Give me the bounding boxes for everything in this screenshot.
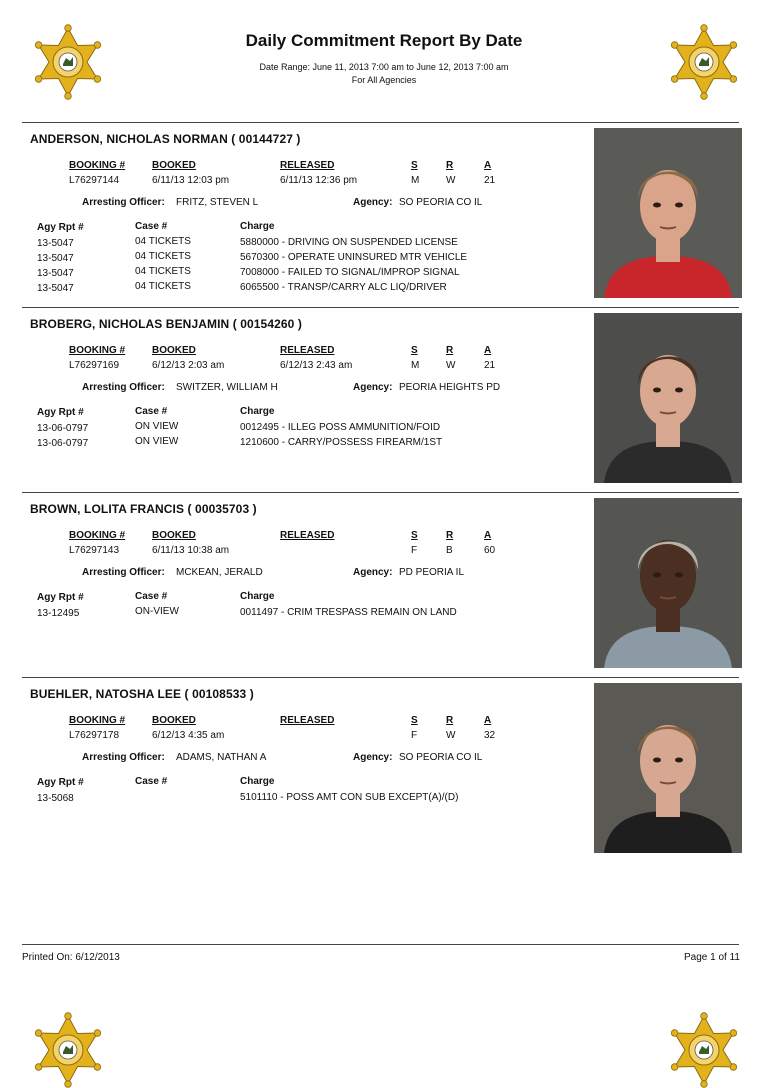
charge-description: 5670300 - OPERATE UNINSURED MTR VEHICLE (240, 252, 468, 263)
agency-name: SO PEORIA CO IL (399, 197, 483, 208)
divider (22, 492, 739, 493)
age-value: 32 (484, 730, 496, 741)
agency-label: Agency: (353, 752, 393, 763)
sex-header: S (411, 715, 418, 726)
booked-datetime: 6/11/13 12:03 pm (152, 175, 230, 186)
booked-header: BOOKED (152, 345, 196, 356)
page-number: Page 1 of 11 (684, 952, 740, 963)
race-value: W (446, 730, 456, 741)
sex-value: M (411, 175, 420, 186)
sex-header: S (411, 160, 418, 171)
booked-datetime: 6/11/13 10:38 am (152, 545, 230, 556)
charge-description: 0012495 - ILLEG POSS AMMUNITION/FOID (240, 422, 441, 433)
report-title: Daily Commitment Report By Date (245, 31, 523, 50)
arresting-officer-label: Arresting Officer: (82, 197, 165, 208)
charge-header: Charge (240, 221, 275, 232)
divider (22, 677, 739, 678)
booked-header: BOOKED (152, 160, 196, 171)
released-header: RELEASED (280, 345, 335, 356)
case-number: 04 TICKETS (135, 236, 191, 247)
case-number: 04 TICKETS (135, 266, 191, 277)
race-value: B (446, 545, 453, 556)
charge-description: 5880000 - DRIVING ON SUSPENDED LICENSE (240, 237, 458, 248)
case-number: 04 TICKETS (135, 281, 191, 292)
case-number: ON VIEW (135, 436, 179, 447)
booking-number: L76297143 (69, 545, 120, 556)
released-datetime: 6/11/13 12:36 pm (280, 175, 358, 186)
agency-label: Agency: (353, 567, 393, 578)
charge-header: Charge (240, 776, 275, 787)
booked-datetime: 6/12/13 4:35 am (152, 730, 225, 741)
agy-rpt-number: 13-06-0797 (37, 438, 89, 449)
case-header: Case # (135, 591, 168, 602)
date-range: Date Range: June 11, 2013 7:00 am to June 12, 2013 7:00 am (259, 62, 509, 72)
case-header: Case # (135, 776, 168, 787)
race-header: R (446, 345, 454, 356)
sheriff-badge-bottom-left-icon (30, 1012, 106, 1088)
arresting-officer-label: Arresting Officer: (82, 567, 165, 578)
sex-value: F (411, 545, 418, 556)
charge-header: Charge (240, 406, 275, 417)
sex-value: F (411, 730, 418, 741)
agy-rpt-number: 13-5068 (37, 793, 74, 804)
charge-description: 7008000 - FAILED TO SIGNAL/IMPROP SIGNAL (240, 267, 460, 278)
case-header: Case # (135, 406, 168, 417)
released-datetime: 6/12/13 2:43 am (280, 360, 353, 371)
agency-name: PD PEORIA IL (399, 567, 465, 578)
race-header: R (446, 530, 454, 541)
age-value: 21 (484, 175, 496, 186)
agency-scope: For All Agencies (351, 75, 417, 85)
case-number: ON-VIEW (135, 606, 179, 617)
charge-description: 5101110 - POSS AMT CON SUB EXCEPT(A)/(D) (240, 792, 459, 803)
agency-name: SO PEORIA CO IL (399, 752, 483, 763)
mugshot-photo (594, 128, 742, 298)
agency-label: Agency: (353, 382, 393, 393)
agy-rpt-number: 13-12495 (37, 608, 80, 619)
arresting-officer-label: Arresting Officer: (82, 752, 165, 763)
agy-rpt-number: 13-5047 (37, 268, 74, 279)
age-header: A (484, 530, 492, 541)
booking-header: BOOKING # (69, 160, 126, 171)
booking-header: BOOKING # (69, 345, 126, 356)
record-section (0, 124, 768, 310)
race-header: R (446, 715, 454, 726)
inmate-name: ANDERSON, NICHOLAS NORMAN ( 00144727 ) (30, 132, 301, 146)
sex-header: S (411, 345, 418, 356)
age-value: 21 (484, 360, 496, 371)
charge-description: 1210600 - CARRY/POSSESS FIREARM/1ST (240, 437, 443, 448)
arresting-officer: ADAMS, NATHAN A (176, 752, 267, 763)
booking-header: BOOKING # (69, 715, 126, 726)
booking-number: L76297144 (69, 175, 120, 186)
charge-description: 6065500 - TRANSP/CARRY ALC LIQ/DRIVER (240, 282, 447, 293)
released-header: RELEASED (280, 160, 335, 171)
booking-header: BOOKING # (69, 530, 126, 541)
case-number: ON VIEW (135, 421, 179, 432)
age-header: A (484, 715, 492, 726)
race-value: W (446, 175, 456, 186)
inmate-name: BUEHLER, NATOSHA LEE ( 00108533 ) (30, 687, 254, 701)
agy-rpt-number: 13-5047 (37, 238, 74, 249)
race-value: W (446, 360, 456, 371)
booked-datetime: 6/12/13 2:03 am (152, 360, 225, 371)
divider (22, 122, 739, 123)
race-header: R (446, 160, 454, 171)
age-header: A (484, 160, 492, 171)
agy-rpt-header: Agy Rpt # (37, 407, 84, 418)
agy-rpt-number: 13-5047 (37, 283, 74, 294)
inmate-name: BROBERG, NICHOLAS BENJAMIN ( 00154260 ) (30, 317, 302, 331)
arresting-officer: SWITZER, WILLIAM H (176, 382, 278, 393)
agy-rpt-header: Agy Rpt # (37, 777, 84, 788)
sheriff-badge-bottom-right-icon (666, 1012, 742, 1088)
mugshot-photo (594, 313, 742, 483)
agency-name: PEORIA HEIGHTS PD (399, 382, 501, 393)
sex-header: S (411, 530, 418, 541)
agy-rpt-number: 13-5047 (37, 253, 74, 264)
printed-on: Printed On: 6/12/2013 (22, 952, 120, 963)
mugshot-photo (594, 683, 742, 853)
divider (22, 944, 739, 945)
case-header: Case # (135, 221, 168, 232)
released-header: RELEASED (280, 715, 335, 726)
booked-header: BOOKED (152, 530, 196, 541)
divider (22, 307, 739, 308)
booking-number: L76297178 (69, 730, 120, 741)
case-number: 04 TICKETS (135, 251, 191, 262)
booked-header: BOOKED (152, 715, 196, 726)
charge-header: Charge (240, 591, 275, 602)
mugshot-photo (594, 498, 742, 668)
inmate-name: BROWN, LOLITA FRANCIS ( 00035703 ) (30, 502, 257, 516)
record-section (0, 679, 768, 865)
record-section (0, 494, 768, 680)
arresting-officer: MCKEAN, JERALD (176, 567, 263, 578)
agy-rpt-header: Agy Rpt # (37, 222, 84, 233)
record-section (0, 309, 768, 495)
agency-label: Agency: (353, 197, 393, 208)
agy-rpt-number: 13-06-0797 (37, 423, 89, 434)
charge-description: 0011497 - CRIM TRESPASS REMAIN ON LAND (240, 607, 457, 618)
arresting-officer-label: Arresting Officer: (82, 382, 165, 393)
agy-rpt-header: Agy Rpt # (37, 592, 84, 603)
booking-number: L76297169 (69, 360, 120, 371)
sex-value: M (411, 360, 420, 371)
age-value: 60 (484, 545, 496, 556)
released-header: RELEASED (280, 530, 335, 541)
age-header: A (484, 345, 492, 356)
arresting-officer: FRITZ, STEVEN L (176, 197, 259, 208)
